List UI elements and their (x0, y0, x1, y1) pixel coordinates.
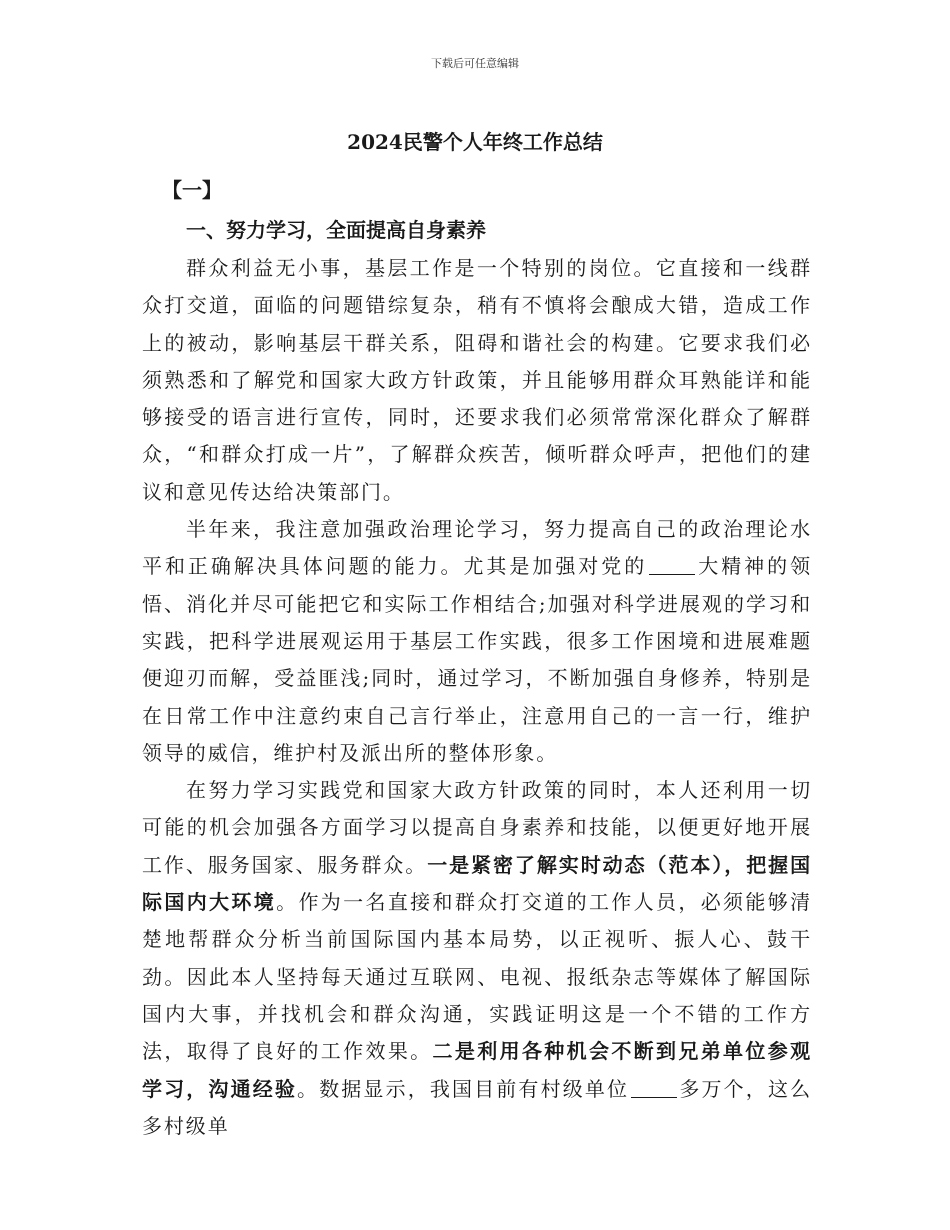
paragraph-3-text-a: 在努力学习实践党和国家大政方针政策的同时，本人还利用一切可能的机会加强各方面学习以提高自身素养和技能，以便更好地开展工作、服务国家、服务群众。 (142, 778, 812, 877)
paragraph-2 (142, 511, 812, 772)
fill-in-blank (649, 556, 695, 575)
paragraph-3-bold-1: 一是紧密了解实时动态（范本），把握国际国内大环境 (142, 852, 813, 915)
paragraph-2-text-b: 大精神的领悟、消化并尽可能把它和实际工作相结合;加强对科学进展观的学习和实践，把科学进展观运用于基层工作实践，很多工作困境和进展难题便迎刃而解，受益匪浅;同时，通过学习，不断加强自身修养，特别是在日常工作中注意约束自己言行举止，注意用自己的一言一行，维护领导的威信，维护村及派出所的整体形象。 (142, 554, 812, 765)
section-heading: 一、努力学习，全面提高自身素养 (186, 218, 486, 242)
document-body (142, 170, 812, 1145)
fill-in-blank (631, 1079, 677, 1098)
paragraph-3-text-b: 。作为一名直接和群众打交道的工作人员，必须能够清楚地帮群众分析当前国际国内基本局势，以正视听、振人心、鼓干劲。因此本人坚持每天通过互联网、电视、报纸杂志等媒体了解国际国内大事，并找机会和群众沟通，实践证明这是一个不错的工作方法，取得了良好的工作效果。 (142, 890, 812, 1064)
paragraph-3-text-c: 。数据显示，我国目前有村级单位 (297, 1076, 630, 1101)
document-title: 2024民警个人年终工作总结 (347, 130, 603, 154)
paragraph-2-text-a: 半年来，我注意加强政治理论学习，努力提高自己的政治理论水平和正确解决具体问题的能力。尤其是加强对党的 (142, 517, 812, 579)
paragraph-3-text-d: 多万个，这么多村级单 (142, 1076, 812, 1138)
section-mark: 【一】 (162, 178, 222, 202)
paragraph-3-bold-2: 二是利用各种机会不断到兄弟单位参观学习，沟通经验 (142, 1039, 812, 1101)
paragraph-1-text: 群众利益无小事，基层工作是一个特别的岗位。它直接和一线群众打交道，面临的问题错综复杂，稍有不慎将会酿成大错，造成工作上的被动，影响基层干群关系，阻碍和谐社会的构建。它要求我们必须熟悉和了解党和国家大政方针政策，并且能够用群众耳熟能详和能够接受的语言进行宣传，同时，还要求我们必须常常深化群众了解群众，“和群众打成一片”，了解群众疾苦，倾听群众呼声，把他们的建议和意见传达给决策部门。 (142, 256, 812, 504)
header-note: 下载后可任意编辑 (431, 57, 519, 70)
paragraph-3 (142, 772, 812, 1145)
paragraph-1 (142, 250, 812, 511)
